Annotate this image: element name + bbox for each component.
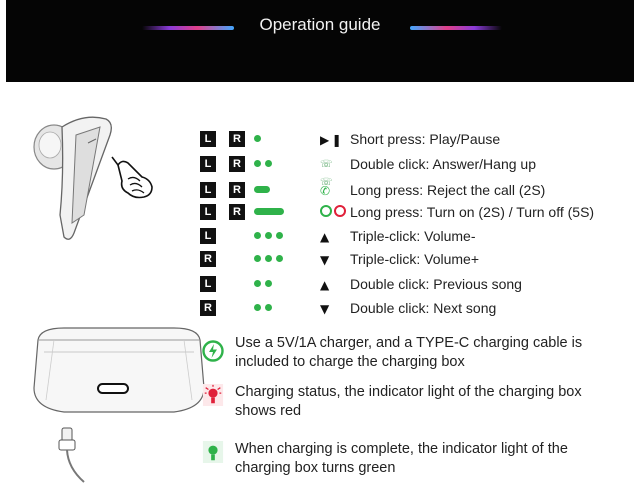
control-row	[0, 202, 640, 224]
indicator-dots	[254, 280, 276, 288]
control-description: Long press: Reject the call (2S)	[350, 182, 546, 198]
indicator-dots	[254, 255, 287, 263]
play-pause-icon: ▶ ❚	[320, 133, 342, 147]
charging-bolt-icon	[202, 340, 224, 362]
charging-info-text: When charging is complete, the indicator light of the charging box turns green	[235, 441, 568, 476]
control-row	[0, 180, 640, 202]
control-row	[0, 298, 640, 320]
control-description: Double click: Next song	[350, 300, 497, 316]
triangle-up-icon: ▲	[320, 278, 330, 292]
phone-icon: ☏ ☏	[320, 159, 333, 188]
green-light-icon	[202, 441, 224, 463]
control-description: Double click: Answer/Hang up	[350, 156, 536, 172]
left-key: L	[200, 228, 216, 244]
control-description: Short press: Play/Pause	[350, 131, 501, 147]
control-description: Triple-click: Volume-	[350, 228, 476, 244]
red-light-icon	[202, 384, 224, 406]
control-row	[0, 154, 640, 188]
charging-info-text: Charging status, the indicator light of the charging box shows red	[235, 384, 582, 419]
right-key: R	[200, 300, 216, 316]
charging-info-text: Use a 5V/1A charger, and a TYPE-C charging cable is included to charge the charging box	[235, 335, 583, 370]
right-key: R	[229, 131, 245, 147]
control-description: Double click: Previous song	[350, 276, 522, 292]
control-row	[0, 226, 640, 248]
right-key: R	[229, 156, 245, 172]
power-icon	[320, 204, 348, 222]
control-row	[0, 129, 640, 151]
control-description: Triple-click: Volume+	[350, 251, 480, 267]
page-title: Operation guide	[259, 15, 381, 34]
control-description: Long press: Turn on (2S) / Turn off (5S)	[350, 204, 595, 220]
indicator-bar	[254, 186, 270, 194]
glow-line-right	[410, 26, 502, 30]
triangle-up-icon: ▲	[320, 230, 330, 244]
indicator-dots	[254, 160, 276, 168]
triangle-down-icon: ▼	[320, 253, 330, 267]
left-key: L	[200, 182, 216, 198]
left-key: L	[200, 276, 216, 292]
right-key: R	[200, 251, 216, 267]
header-banner	[6, 0, 634, 82]
right-key: R	[229, 182, 245, 198]
left-key: L	[200, 156, 216, 172]
indicator-bar	[254, 208, 284, 216]
control-row	[0, 249, 640, 271]
indicator-dots	[254, 232, 287, 240]
charging-case-illustration	[24, 322, 210, 487]
right-key: R	[229, 204, 245, 220]
left-key: L	[200, 204, 216, 220]
left-key: L	[200, 131, 216, 147]
indicator-dots	[254, 304, 276, 312]
triangle-down-icon: ▼	[320, 302, 330, 316]
indicator-dots	[254, 135, 265, 143]
control-row	[0, 274, 640, 296]
reject-call-icon: ✆	[320, 184, 331, 198]
